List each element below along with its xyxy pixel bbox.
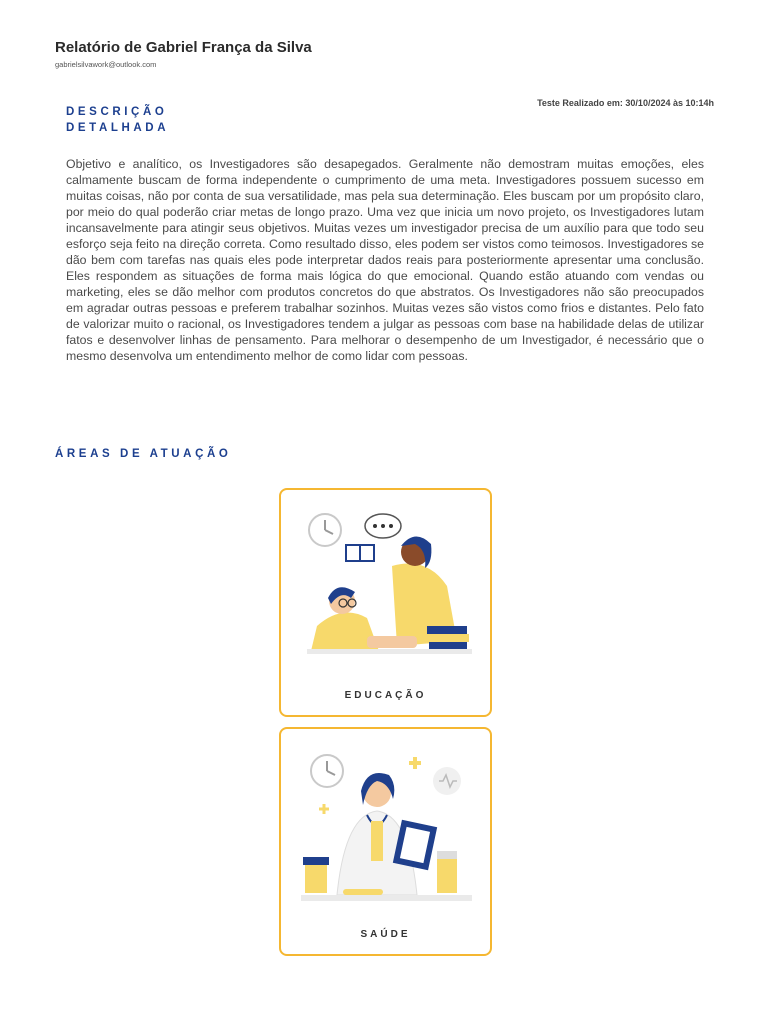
area-card-education — [279, 488, 492, 717]
area-label-health: SAÚDE — [360, 929, 411, 940]
test-date: Teste Realizado em: 30/10/2024 às 10:14h — [537, 98, 714, 108]
section-heading-description: DESCRIÇÃO DETALHADA — [66, 106, 170, 134]
area-label-education: EDUCAÇÃO — [344, 690, 427, 701]
area-card-health — [279, 727, 492, 956]
report-title: Relatório de Gabriel França da Silva — [55, 39, 312, 56]
education-illustration-icon — [297, 506, 476, 666]
health-illustration-icon — [297, 745, 476, 910]
report-email: gabrielsilvawork@outlook.com — [55, 60, 157, 69]
section-heading-areas: ÁREAS DE ATUAÇÃO — [55, 448, 232, 460]
description-body: Objetivo e analítico, os Investigadores são desapegados. Geralmente não demostram muitas emoções, eles calmamente buscam de forma independente o cumprimento de uma meta. Investigadores possuem sucesso em muitas coisas, não por conta de sua versatilidade, mas pela sua determinação. Eles buscam por um propósito claro, por meio do qual poderão criar metas de longo prazo. Uma vez que inicia um novo projeto, os Investigadores lutam incansavelmente para atingir seus objetivos. Muitas vezes um investigador precisa de um auxílio para que todo seu esforço seja feito na direção correta. Como resultado disso, eles podem ser vistos como teimosos. Investigadores se dão bem com tarefas nas quais eles pode interpretar dados reais para posteriormente apresentar uma conclusão. Eles respondem as situações de forma mais lógica do que emocional. Quando estão atuando com vendas ou marketing, eles se dão melhor com produtos concretos do que abstratos. Os Investigadores não são preocupados em agradar outras pessoas e preferem trabalhar sozinhos. Muitas vezes são vistos como frios e distantes. Pelo fato de valorizar muito o racional, os Investigadores tendem a julgar as pessoas com base na habilidade delas de utilizar fatos e desenvolver linhas de pensamento. Para melhorar o desempenho de um Investigador, é necessário que o mesmo desenvolva um entendimento melhor de como lidar com pessoas. — [66, 157, 704, 363]
